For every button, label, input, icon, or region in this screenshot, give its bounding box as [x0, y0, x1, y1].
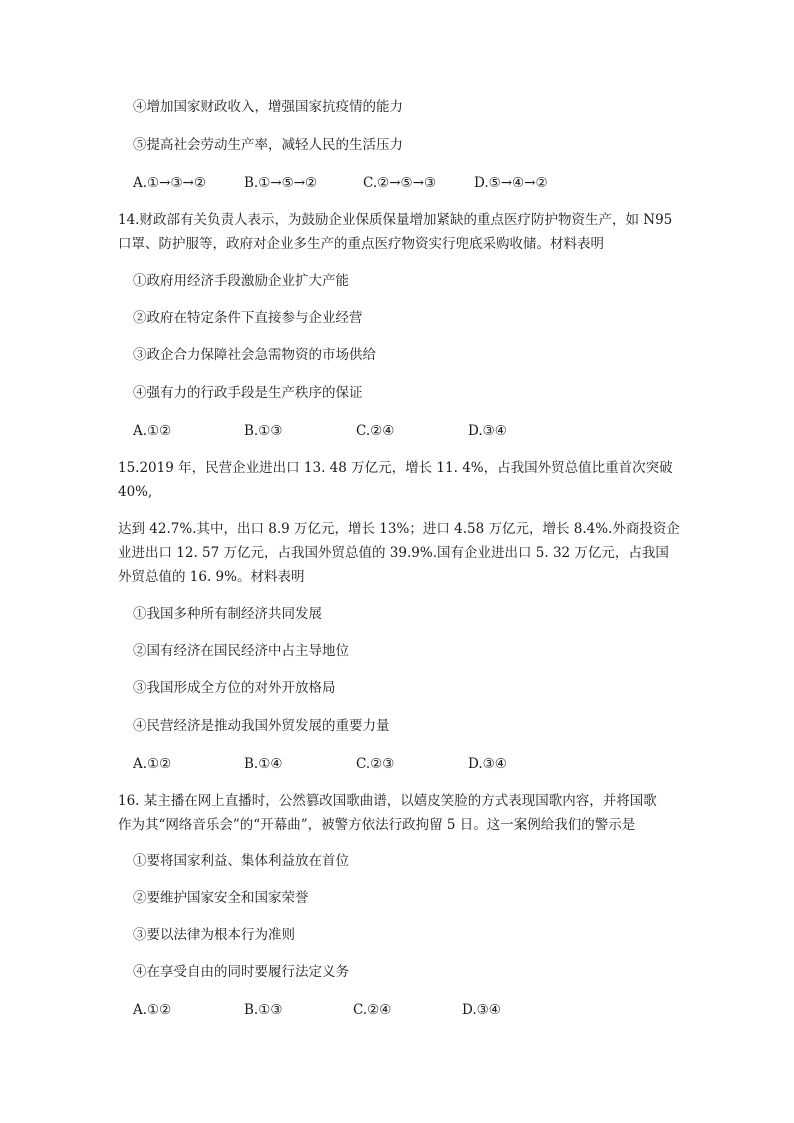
q16-choice-c: C.②④: [353, 1002, 392, 1018]
q15-choice-c: C.②③: [356, 756, 395, 772]
q15-stem-line-2: 40%,: [118, 484, 153, 500]
q15-option-4: ④民营经济是推动我国外贸发展的重要力量: [133, 718, 390, 734]
q16-option-4: ④在享受自由的同时要履行法定义务: [133, 964, 349, 980]
q15-choice-d: D.③④: [468, 756, 507, 772]
q15-stem-line-4: 业进出口 12. 57 万亿元，占我国外贸总值的 39.9%.国有企业进出口 5. 32 万亿元，占我国: [118, 545, 669, 561]
q16-option-1: ①要将国家利益、集体利益放在首位: [133, 853, 349, 869]
q16-option-2: ②要维护国家安全和国家荣誉: [133, 890, 309, 906]
q14-option-2: ②政府在特定条件下直接参与企业经营: [133, 310, 363, 326]
q16-option-3: ③要以法律为根本行为准则: [133, 927, 295, 943]
q14-choice-b: B.①③: [244, 423, 283, 439]
q16-stem-line-2: 作为其“网络音乐会”的“开幕曲”，被警方依法行政拘留 5 日。这一案例给我们的警示是: [118, 817, 636, 833]
q15-stem-line-1: 15.2019 年，民营企业进出口 13. 48 万亿元，增长 11. 4%，占我国外贸总值比重首次突破: [118, 460, 673, 476]
q13-choice-c: C.②→⑤→③: [363, 175, 437, 191]
q16-choice-d: D.③④: [462, 1002, 501, 1018]
q14-choice-c: C.②④: [356, 423, 395, 439]
q16-choice-a: A.①②: [133, 1002, 172, 1018]
q15-option-2: ②国有经济在国民经济中占主导地位: [133, 643, 349, 659]
q15-option-1: ①我国多种所有制经济共同发展: [133, 606, 322, 622]
q14-option-3: ③政企合力保障社会急需物资的市场供给: [133, 347, 376, 363]
q13-option-4: ④增加国家财政收入，增强国家抗疫情的能力: [133, 99, 403, 115]
q13-option-5: ⑤提高社会劳动生产率，减轻人民的生活压力: [133, 137, 403, 153]
q15-option-3: ③我国形成全方位的对外开放格局: [133, 680, 336, 696]
q13-choice-d: D.⑤→④→②: [474, 175, 548, 191]
q15-choice-b: B.①④: [244, 756, 283, 772]
q15-stem-line-3: 达到 42.7%.其中，出口 8.9 万亿元，增长 13%；进口 4.58 万亿元，增长 8.4%.外商投资企: [118, 521, 680, 537]
q13-choice-a: A.①→③→②: [133, 175, 206, 191]
q15-stem-line-5: 外贸总值的 16. 9%。材料表明: [118, 569, 305, 585]
q14-choice-d: D.③④: [468, 423, 507, 439]
q14-option-4: ④强有力的行政手段是生产秩序的保证: [133, 385, 363, 401]
q14-option-1: ①政府用经济手段激励企业扩大产能: [133, 273, 349, 289]
q16-choice-b: B.①③: [244, 1002, 283, 1018]
q15-choice-a: A.①②: [133, 756, 172, 772]
q14-choice-a: A.①②: [133, 423, 172, 439]
q14-stem-line-2: 口罩、防护服等，政府对企业多生产的重点医疗物资实行兜底采购收储。材料表明: [118, 236, 604, 252]
q14-stem-line-1: 14.财政部有关负责人表示，为鼓励企业保质保量增加紧缺的重点医疗防护物资生产，如 N95: [118, 212, 673, 228]
q16-stem-line-1: 16. 某主播在网上直播时，公然篡改国歌曲谱，以嬉皮笑脸的方式表现国歌内容，并将国歌: [118, 793, 657, 809]
q13-choice-b: B.①→⑤→②: [244, 175, 318, 191]
